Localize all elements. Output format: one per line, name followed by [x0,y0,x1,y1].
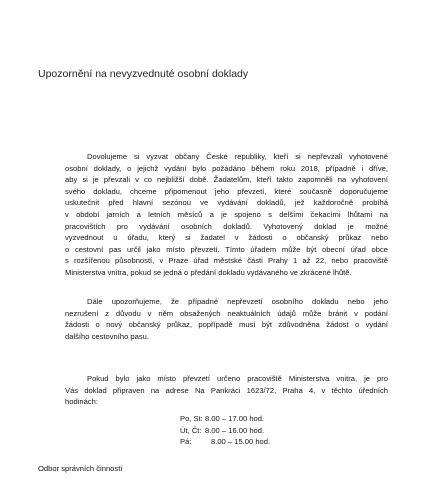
text-line: Dále upozorňujeme, že případné nepřevzetí osobního dokladu nebo jeho [87,297,388,306]
office-hours-day: Pá: [180,437,192,447]
text-line: svého dokladu, chceme připomenout jeho převzetí, které současně doporučujeme [65,186,388,196]
office-hours-row [180,436,270,448]
paragraph-notice [65,296,388,342]
text-line: o cestovní pas určil jako místo převzetí. Tímto úřadem může být obecní úřad obce [65,244,388,254]
paragraph-invitation [65,151,388,279]
text-line: osobní doklady, o jejichž vydání bylo požádáno během roku 2018, případně i dříve, [65,163,388,173]
text-line: hodinách: [65,397,98,407]
office-hours-row [180,413,270,425]
office-hours-time: 8.00 – 15.00 hod. [211,437,271,447]
text-line: Vás doklad připraven na adrese Na Pankráci 1623/72, Praha 4, v těchto úředních [65,385,388,395]
text-line: Dovolujeme si vyzvat občany České republiky, kteří si nepřevzali vyhotovené [87,152,388,161]
signature-department: Odbor správních činností [38,464,123,473]
office-hours-day: Út, Čt: [180,425,202,435]
text-line: nezrušení z důvodu v něm obsažených neaktuálních údajů může bránit v podání [65,308,388,318]
office-hours-row [180,425,270,437]
text-line: vyzvednout u úřadu, který si žadatel v žádosti o občanský průkaz nebo [65,233,388,243]
office-hours-day: Po, St: [180,414,203,423]
text-line: aby si je převzali v co nejbližší době. Žadatelům, kteří takto zapomněli na vyhotovení [65,175,388,185]
text-line: s rozšířenou působností, v Praze úřad městské části Prahy 1 až 22, nebo pracoviště [65,256,388,266]
text-line: Ministerstva vnitra, pokud se jedná o předání dokladu vydávaného ve zkrácené lhůtě. [65,267,352,277]
text-line: žádosti o nový občanský průkaz, popřípadě musí být zdůvodněna žádost o vydání [65,320,388,330]
page-title: Upozornění na nevyzvednuté osobní doklady [38,68,249,80]
text-line: uskutečnit před hlavní sezónou ve vydávání dokladů, jež každoročně probíhá [65,198,388,208]
office-hours-time: 8.00 – 16.00 hod. [205,425,265,435]
text-line: pracovištích pro vydávání osobních dokladů. Vyhotovený doklad je možné [65,221,388,231]
text-line: dalšího cestovního pasu. [65,331,150,341]
paragraph-office-hours [65,373,388,408]
office-hours-time: 8.00 – 17.00 hod. [205,414,265,423]
text-line: Pokud bylo jako místo převzetí určeno pracoviště Ministerstva vnitra, je pro [87,374,388,383]
office-hours-list [180,413,270,448]
text-line: v období jarních a letních měsíců a je spojeno s delšími čekacími lhůtami na [65,209,388,219]
